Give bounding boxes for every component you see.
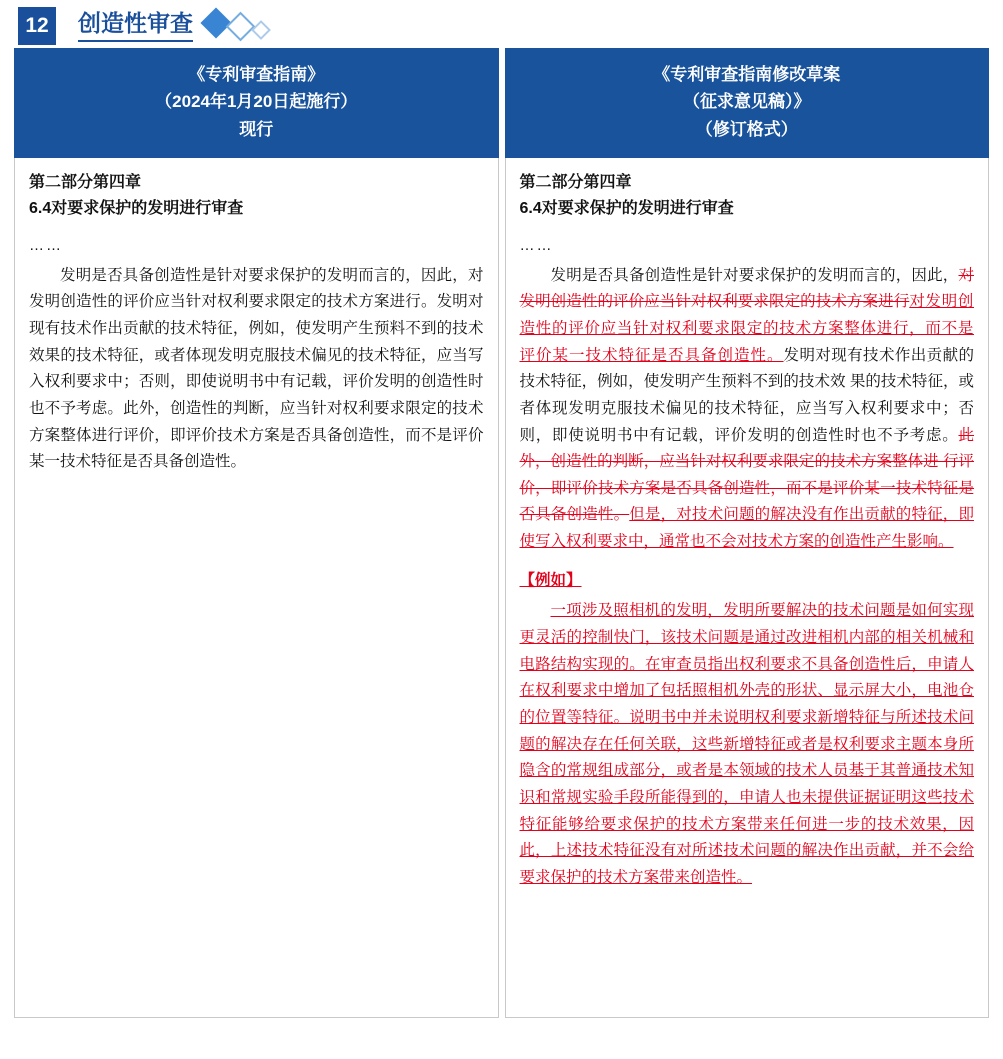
example-tag-line	[520, 568, 975, 595]
subsection-label: 6.4对要求保护的发明进行审查	[519, 200, 734, 218]
text-inserted-2: 但是，对技术问题的解决没有作出贡献的特征，即使写入权利要求中，通常也不会对技术方案的创造性产生影响。	[519, 506, 974, 551]
column-header-line-2: （征求意见稿）》	[683, 92, 811, 112]
page-title: 创造性审查	[78, 10, 193, 42]
text-plain-2: 发明对现有技术作出贡献的技术特征，例如，使发明产生预料不到的技术效 果的技术特征，或者体现发明克服技术偏见的技术特征，应当写入权利要求中；否则，即使说明书中有记载，评价发明的创造性时也不予考虑。	[519, 346, 974, 444]
column-header-current	[14, 48, 499, 158]
column-current-guidelines	[14, 48, 499, 1018]
diamond-outline-icon	[226, 12, 256, 42]
example-tag: 【例如】	[519, 571, 582, 589]
page-number-badge: 12	[18, 7, 56, 45]
column-header-draft	[505, 48, 990, 158]
text-deleted-1: 对发明创造性的评价应当针对权利要求限定的技术方案进行	[519, 266, 974, 311]
paragraph-example-text: 一项涉及照相机的发明，发明所要解决的技术问题是如何实现更灵活的控制快门，该技术问题是通过改进相机内部的相关机械和电路结构实现的。在审查员指出权利要求不具备创造性后，申请人在权利要求中增加了包括照相机外壳的形状、显示屏大小，电池仓的位置等特征。说明书中并未说明权利要求新增特征与所述技术问题的解决存在任何关联，这些新增特征或者是权利要求主题本身所隐含的常规组成部分，或者是本领域的技术人员基于其普通技术知识和常规实验手段所能得到的，申请人也未提供证据证明这些技术特征能够给要求保护的技术方案带来任何进一步的技术效果，因此，上述技术特征没有对所述技术问题的解决作出贡献，并不会给要求保护的技术方案带来创造性。	[519, 602, 974, 887]
page-header	[0, 0, 1003, 48]
column-header-line-3: （修订格式）	[695, 119, 798, 139]
subsection-label: 6.4对要求保护的发明进行审查	[29, 200, 244, 218]
column-header-line-1: 《专利审查指南修改草案	[653, 64, 841, 84]
diamond-small-icon	[251, 20, 271, 40]
section-label: 第二部分第四章	[519, 174, 632, 191]
ellipsis-marker: ……	[519, 236, 554, 254]
paragraph-draft-revised	[520, 263, 975, 556]
ellipsis-marker: ……	[29, 236, 63, 254]
paragraph-current-text: 发明是否具备创造性是针对要求保护的发明而言的，因此，对发明创造性的评价应当针对权利要求限定的技术方案进行。发明对现有技术作出贡献的技术特征，例如，使发明产生预料不到的技术效果的技术特征，或者体现发明克服技术偏见的技术特征，应当写入权利要求中；否则，即使说明书中有记载，评价发明的创造性时也不予考虑。此外，创造性的判断，应当针对权利要求限定的技术方案整体进行评价，即评价技术方案是否具备创造性，而不是评价某一技术特征是否具备创造性。	[29, 266, 484, 471]
section-label: 第二部分第四章	[29, 174, 142, 191]
text-inserted-1: 对发明创造性的评价应当针对权利要求限定的技术方案整体进行，而不是评价某一技术特征是否具备创造性。	[519, 293, 974, 364]
comparison-table	[0, 48, 1003, 1018]
column-header-line-2: （2024年1月20日起施行）	[155, 92, 358, 112]
column-body-current	[14, 158, 499, 1018]
text-plain-1: 发明是否具备创造性是针对要求保护的发明而言的，因此，	[550, 266, 959, 284]
column-body-draft	[505, 158, 990, 1018]
column-header-line-1: 《专利审查指南》	[188, 64, 325, 84]
column-header-line-3: 现行	[239, 119, 274, 139]
text-deleted-2: 此外，创造性的判断，应当针对权利要求限定的技术方案整体进 行评价，即评价技术方案是否具备创造性，而不是评价某一技术特征是否具备创造性。	[519, 426, 974, 524]
column-draft-amendment	[505, 48, 990, 1018]
diamond-filled-icon	[200, 7, 231, 38]
diamond-decoration-icon	[205, 15, 268, 37]
